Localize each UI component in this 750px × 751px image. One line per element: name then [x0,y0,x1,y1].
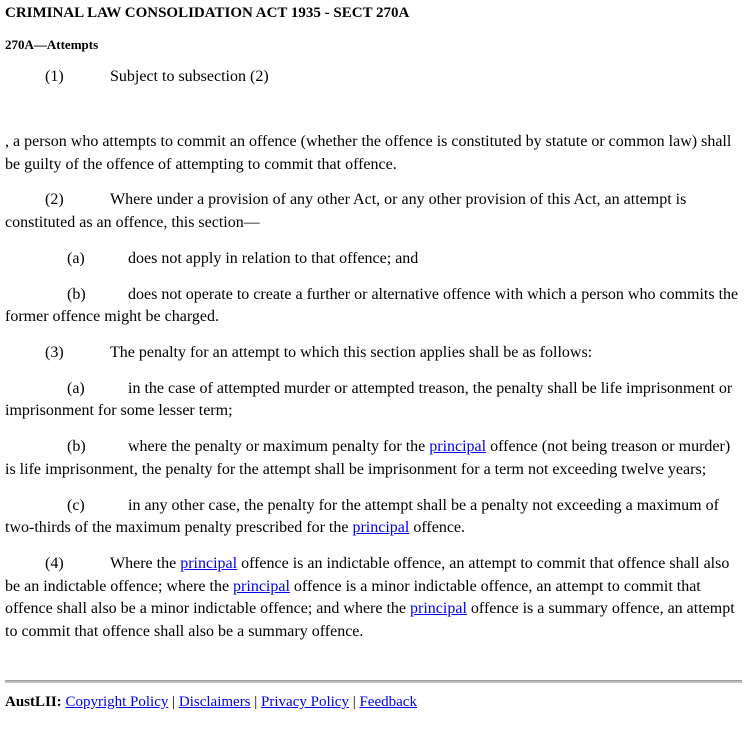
act-paragraph: (a) in the case of attempted murder or attempted treason, the penalty shall be life imprisonment or imprisonment for some lesser term; [5,379,733,420]
footer [5,692,742,713]
act-paragraph: (b) where the penalty or maximum penalty for the principal offence (not being treason or murder) is life imprisonment, the penalty for the attempt shall be imprisonment for a term not exceeding twelve years; [5,438,731,478]
provision-number: (a) [67,379,85,397]
defined-term-link[interactable]: principal [410,600,467,618]
footer-separator: | [250,693,258,710]
provision-number: (2) [45,191,64,209]
act-body [5,66,742,644]
legislation-page [5,5,742,713]
act-paragraph: (2) Where under a provision of any other Act, or any other provision of this Act, an attempt is constituted as an offence, this section— [5,191,687,232]
act-paragraph: , a person who attempts to commit an offence (whether the offence is constituted by statute or common law) shall be guilty of the offence of attempting to commit that offence. [5,132,732,173]
defined-term-link[interactable]: principal [233,577,290,595]
section-heading: 270A—Attempts [5,37,99,53]
footer-separator: | [168,693,176,710]
act-paragraph: (1) Subject to subsection (2) [5,66,742,89]
defined-term-link[interactable]: principal [429,438,487,456]
footer-link-feedback[interactable]: Feedback [359,693,417,710]
footer-separator: | [348,693,356,710]
provision-number: (1) [45,68,64,86]
footer-divider [5,680,742,683]
provision-number: (c) [67,496,85,514]
page-title: CRIMINAL LAW CONSOLIDATION ACT 1935 - SECT 270A [5,5,410,21]
act-paragraph: (c) in any other case, the penalty for the attempt shall be a penalty not exceeding a maximum of two-thirds of the maximum penalty prescribed for the principal offence. [5,496,719,537]
provision-number: (a) [67,249,85,267]
provision-number: (3) [45,343,64,361]
provision-number: (4) [45,554,64,572]
act-paragraph: (a) does not apply in relation to that offence; and [5,248,742,271]
footer-austlii-label: AustLII: [5,693,62,710]
act-paragraph: (3) The penalty for an attempt to which this section applies shall be as follows: [5,342,742,365]
provision-number: (b) [67,285,86,303]
footer-link-disclaimers[interactable]: Disclaimers [178,693,251,710]
footer-links [65,694,417,710]
provision-number: (b) [67,438,86,456]
defined-term-link[interactable]: principal [180,554,238,572]
act-paragraph: (4) Where the principal offence is an indictable offence, an attempt to commit that offence shall also be an indictable offence; where the principal offence is a minor indictable offence, an attempt to commit that offence shall also be a minor indictable offence; and where the principal offence is a summary offence, an attempt to commit that offence shall also be a summary offence. [5,554,735,641]
defined-term-link[interactable]: principal [352,519,410,537]
act-paragraph: (b) does not operate to create a further or alternative offence with which a person who commits the former offence might be charged. [5,285,739,326]
footer-link-copyright-policy[interactable]: Copyright Policy [65,693,169,710]
footer-link-privacy-policy[interactable]: Privacy Policy [261,693,349,710]
